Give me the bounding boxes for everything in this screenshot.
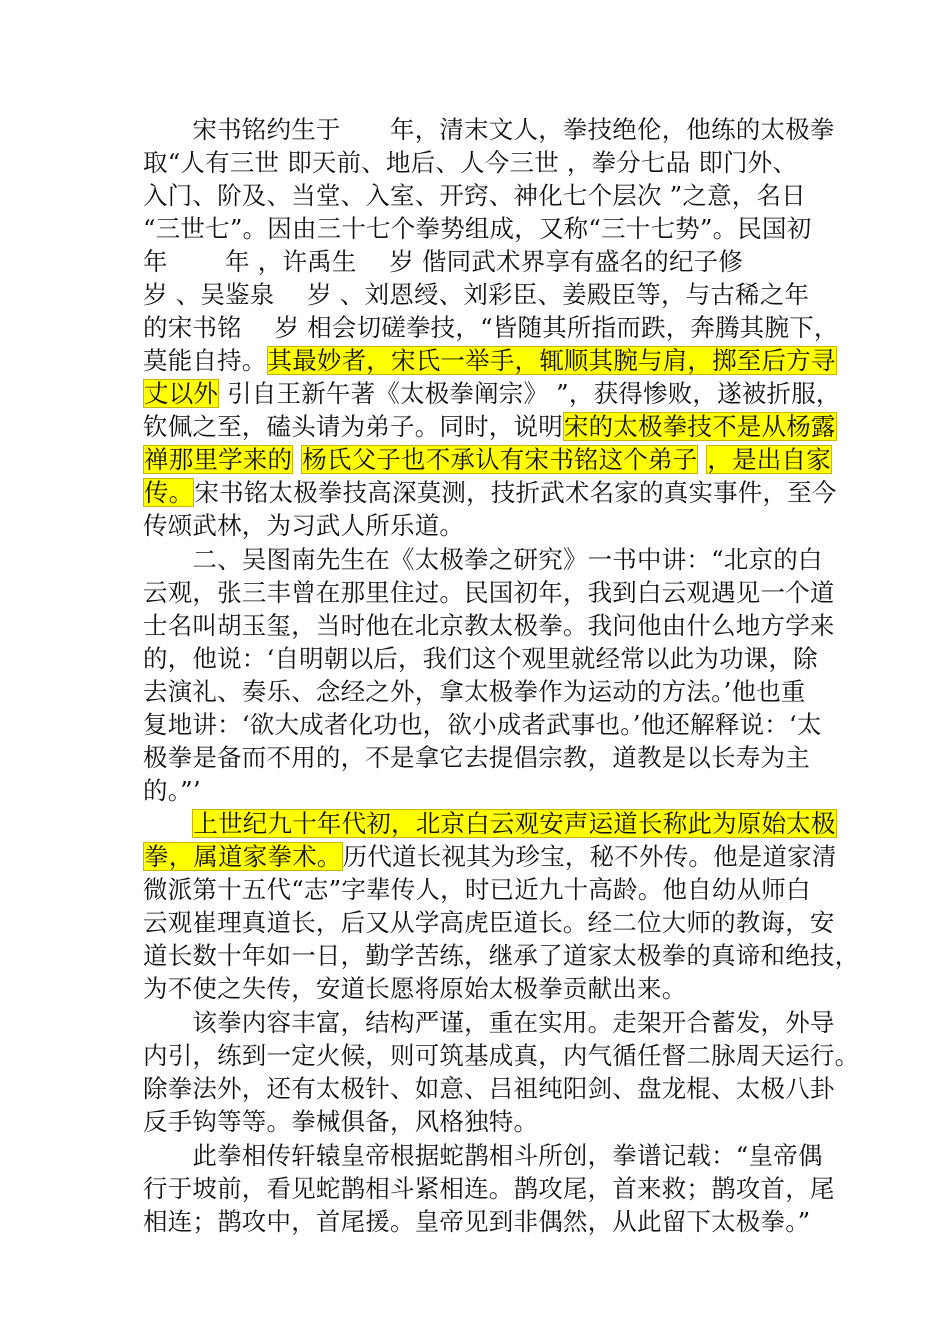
text-segment: 反手钩等等。拳械俱备，风格独特。: [143, 1107, 539, 1136]
text-line: [143, 509, 464, 543]
text-line: [143, 443, 832, 477]
text-segment: 的，他说：‘自明朝以后，我们这个观里就经常以此为功课，除: [143, 644, 818, 673]
text-segment: 莫能自持。: [143, 346, 267, 375]
text-line: [143, 1172, 835, 1206]
text-line: [143, 939, 859, 973]
highlighted-text: 传。: [144, 478, 194, 507]
text-line: [143, 543, 823, 577]
text-line: [143, 1072, 835, 1106]
text-segment: 极拳是备而不用的，不是拿它去提倡宗教，道教是以长寿为主: [143, 743, 810, 772]
text-line: [143, 609, 835, 643]
text-line: [143, 972, 686, 1006]
text-segment: 年 年 ，许禹生 岁 偕同武术界享有盛名的纪子修: [143, 247, 744, 276]
highlighted-text: ，是出自家: [707, 445, 831, 474]
text-segment: 相连；鹊攻中，首尾援。皇帝见到非偶然，从此留下太极拳。”: [143, 1207, 811, 1236]
text-segment: 道长数十年如一日，勤学苦练，继承了道家太极拳的真谛和绝技，: [143, 941, 860, 970]
highlighted-text: 禅那里学来的: [144, 445, 293, 474]
text-line: [143, 840, 837, 874]
text-line: [143, 576, 835, 610]
text-segment: [293, 445, 301, 474]
highlighted-text: 杨氏父子也不承认有宋书铭这个弟子: [302, 445, 698, 474]
text-segment: 宋书铭太极拳技高深莫测，技折武术名家的真实事件，至今: [194, 478, 837, 507]
text-segment: [143, 809, 192, 838]
text-line: [143, 1139, 823, 1173]
text-segment: 此拳相传轩辕皇帝根据蛇鹊相斗所创，拳谱记载：“皇帝偶: [143, 1141, 823, 1170]
text-line: [143, 675, 806, 709]
text-segment: 传颂武林，为习武人所乐道。: [143, 511, 465, 540]
text-line: [143, 146, 797, 180]
text-line: [143, 708, 822, 742]
text-line: [143, 476, 837, 510]
text-segment: 微派第十五代“志”字辈传人，时已近九十高龄。他自幼从师白: [143, 875, 811, 904]
text-line: [143, 1006, 835, 1040]
text-line: [143, 873, 811, 907]
text-segment: 士名叫胡玉玺，当时他在北京教太极拳。我问他由什么地方学来: [143, 611, 835, 640]
text-line: [143, 741, 810, 775]
text-line: [143, 774, 201, 808]
highlighted-text: 上世纪九十年代初，北京白云观安声运道长称此为原始太极: [193, 809, 836, 838]
text-segment: 除拳法外，还有太极针、如意、吕祖纯阳剑、盘龙棍、太极八卦: [143, 1074, 835, 1103]
text-segment: 复地讲：‘欲大成者化功也，欲小成者武事也。’他还解释说：‘太: [143, 710, 822, 739]
text-line: [143, 179, 806, 213]
text-segment: 宋书铭约生于 年，清末文人，拳技绝伦，他练的太极拳: [143, 115, 835, 144]
text-segment: 入门、阶及、当堂、入室、开窍、神化七个层次 ”之意，名日: [143, 181, 806, 210]
highlighted-text: 宋的太极拳技不是从杨露: [563, 412, 836, 441]
text-segment: 云观崔理真道长，后又从学高虎臣道长。经二位大师的教诲，安: [143, 908, 835, 937]
text-segment: 行于坡前，看见蛇鹊相斗紧相连。鹊攻尾，首来救；鹊攻首，尾: [143, 1174, 835, 1203]
highlighted-text: 其最妙者，宋氏一举手，辄顺其腕与肩，掷至后方寻: [267, 346, 836, 375]
text-line: [143, 1039, 859, 1073]
text-line: [143, 410, 837, 444]
text-segment: 为不使之失传，安道长愿将原始太极拳贡献出来。: [143, 974, 687, 1003]
text-line: [143, 1105, 538, 1139]
text-line: [143, 311, 839, 345]
text-line: [143, 278, 809, 312]
text-segment: 内引，练到一定火候，则可筑基成真，内气循任督二脉周天运行。: [143, 1041, 860, 1070]
text-line: [143, 906, 835, 940]
text-segment: 云观，张三丰曾在那里住过。民国初年，我到白云观遇见一个道: [143, 578, 835, 607]
text-segment: 历代道长视其为珍宝，秘不外传。他是道家清: [342, 842, 837, 871]
text-segment: 该拳内容丰富，结构严谨，重在实用。走架开合蓄发，外导: [143, 1008, 835, 1037]
highlighted-text: 丈以外: [144, 379, 219, 408]
text-segment: 二、吴图南先生在《太极拳之研究》一书中讲：“北京的白: [143, 545, 823, 574]
text-line: [143, 642, 818, 676]
text-segment: 取“人有三世 即天前、地后、人今三世 ，拳分七品 即门外、: [143, 148, 798, 177]
text-line: [143, 807, 837, 841]
text-segment: “三世七”。因由三十七个拳势组成，又称“三十七势”。民国初: [143, 214, 812, 243]
text-line: [143, 1205, 810, 1239]
text-segment: 岁 、吴鉴泉 岁 、刘恩绶、刘彩臣、姜殿臣等，与古稀之年: [143, 280, 810, 309]
text-line: [143, 212, 811, 246]
text-segment: 去演礼、奏乐、念经之外，拿太极拳作为运动的方法。’他也重: [143, 677, 806, 706]
text-segment: 引自王新午著《太极拳阐宗》 ”，获得惨败，遂被折服，: [219, 379, 841, 408]
text-line: [143, 245, 743, 279]
text-line: [143, 113, 835, 147]
text-segment: 钦佩之至，磕头请为弟子。同时，说明: [143, 412, 563, 441]
text-segment: 的宋书铭 岁 相会切磋拳技，“皆随其所指而跌，奔腾其腕下，: [143, 313, 839, 342]
text-line: [143, 377, 841, 411]
highlighted-text: 拳，属道家拳术。: [144, 842, 342, 871]
text-line: [143, 344, 837, 378]
text-segment: 的。”’: [143, 776, 201, 805]
